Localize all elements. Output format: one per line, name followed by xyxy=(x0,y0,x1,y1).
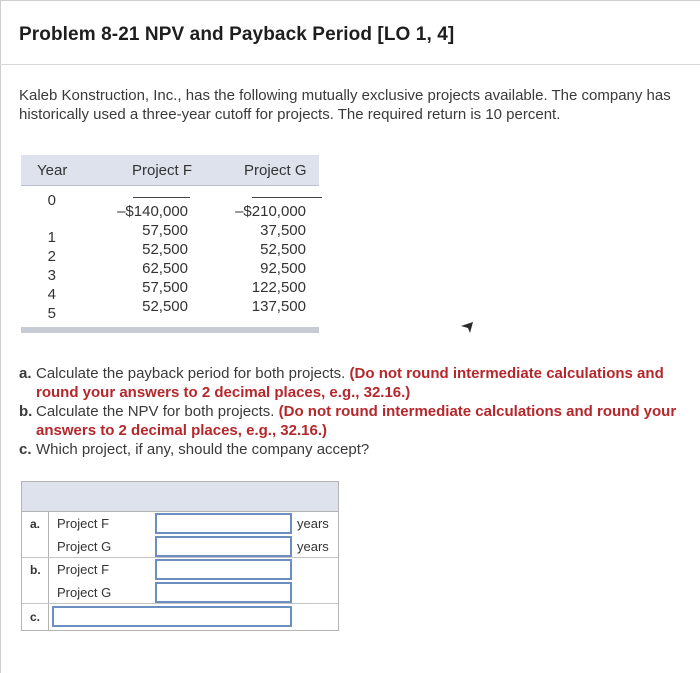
answer-row-accept: c. xyxy=(22,606,338,629)
question-a: a. Calculate the payback period for both projects. (Do not round intermediate calculations and round your answers to 2 decimal places, e.g., 32.16.) xyxy=(19,365,664,401)
answer-row-npv-g: Project G xyxy=(22,582,338,605)
page-title: Problem 8-21 NPV and Payback Period [LO 1, 4] xyxy=(19,24,455,45)
answer-row-npv-f: b. Project F xyxy=(22,559,338,582)
project-f-cell: 52,500 xyxy=(142,298,188,315)
column-underline-g xyxy=(252,197,322,198)
year-cell: 4 xyxy=(47,286,56,303)
project-g-cell: –$210,000 xyxy=(235,203,306,220)
answer-row-payback-g: Project G years xyxy=(22,536,338,559)
question-b-instruction: (Do not round intermediate calculations and round your answers to 2 decimal places, e.g., 32.16.) xyxy=(36,403,677,439)
question-b: b. Calculate the NPV for both projects. (Do not round intermediate calculations and round your answers to 2 decimal places, e.g., 32.16.) xyxy=(19,403,677,439)
project-g-cell: 37,500 xyxy=(260,222,306,239)
year-cell: 2 xyxy=(47,248,56,265)
header-project-g: Project G xyxy=(244,162,307,179)
column-underline-f xyxy=(133,197,190,198)
mouse-cursor-icon xyxy=(460,320,476,334)
project-f-cell: –$140,000 xyxy=(117,203,188,220)
project-g-cell: 137,500 xyxy=(251,298,306,315)
payback-project-f-input[interactable] xyxy=(155,513,292,534)
payback-project-g-input[interactable] xyxy=(155,536,292,557)
cash-flow-table-header xyxy=(21,155,319,186)
npv-project-f-input[interactable] xyxy=(155,559,292,580)
project-f-cell: 52,500 xyxy=(142,241,188,258)
problem-intro: Kaleb Konstruction, Inc., has the following mutually exclusive projects available. The company has historically used a three-year cutoff for projects. The required return is 10 percent. xyxy=(19,87,671,123)
year-cell: 1 xyxy=(47,229,56,246)
npv-project-g-input[interactable] xyxy=(155,582,292,603)
project-f-cell: 57,500 xyxy=(142,222,188,239)
question-c: c. Which project, if any, should the company accept? xyxy=(19,441,370,458)
project-f-cell: 62,500 xyxy=(142,260,188,277)
project-g-cell: 92,500 xyxy=(260,260,306,277)
project-g-cell: 52,500 xyxy=(260,241,306,258)
header-year: Year xyxy=(37,162,68,179)
title-divider xyxy=(0,64,700,65)
year-cell: 0 xyxy=(47,192,56,209)
project-g-cell: 122,500 xyxy=(251,279,306,296)
answer-row-payback-f: a. Project F years xyxy=(22,513,338,536)
year-cell: 5 xyxy=(47,305,56,322)
project-f-cell: 57,500 xyxy=(142,279,188,296)
year-cell: 3 xyxy=(47,267,56,284)
question-a-instruction: (Do not round intermediate calculations and round your answers to 2 decimal places, e.g., 32.16.) xyxy=(36,365,664,401)
cash-flow-table-footer xyxy=(21,327,319,333)
answer-table xyxy=(21,481,339,631)
cash-flow-table xyxy=(21,155,319,335)
project-accept-select[interactable] xyxy=(52,606,292,627)
header-project-f: Project F xyxy=(132,162,193,179)
questions-block xyxy=(19,364,684,459)
answer-table-header xyxy=(22,482,338,512)
